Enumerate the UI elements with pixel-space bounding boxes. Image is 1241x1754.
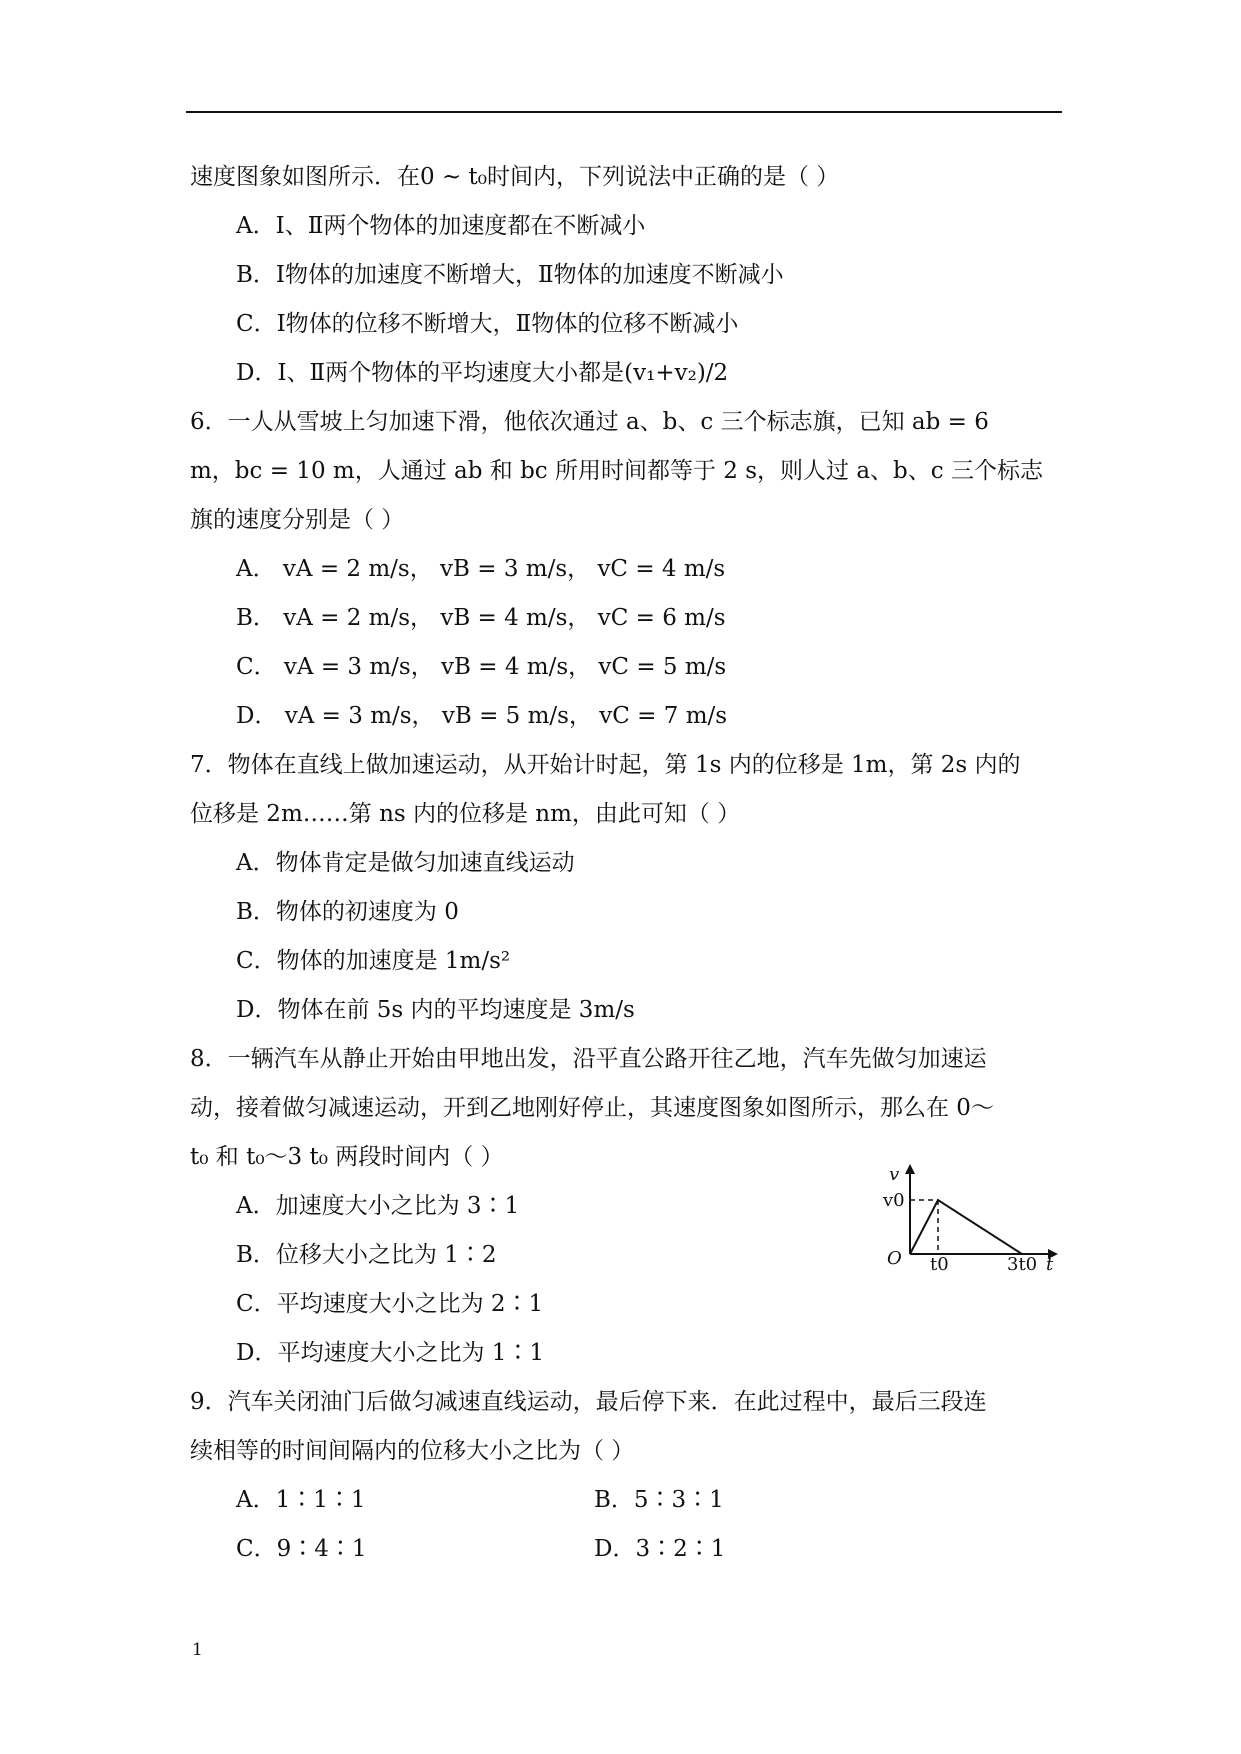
- graph-x-axis-label: t: [1046, 1254, 1054, 1272]
- q8-stem-line-3: t₀ 和 t₀～3 t₀ 两段时间内（ ）: [190, 1144, 504, 1170]
- q7-option-b: B．物体的初速度为 0: [236, 899, 459, 925]
- q6-option-d: D． vA = 3 m/s， vB = 5 m/s， vC = 7 m/s: [236, 703, 728, 729]
- q9-option-c: C．9∶4∶1: [236, 1536, 367, 1562]
- q9-option-a: A．1∶1∶1: [236, 1487, 366, 1513]
- q6-option-b: B． vA = 2 m/s， vB = 4 m/s， vC = 6 m/s: [236, 605, 726, 631]
- q8-stem-line-2: 动，接着做匀减速运动，开到乙地刚好停止，其速度图象如图所示，那么在 0～: [190, 1095, 994, 1121]
- graph-v0-label: v0: [883, 1190, 905, 1211]
- q7-option-c: C．物体的加速度是 1m/s²: [236, 948, 511, 974]
- q8-option-b: B．位移大小之比为 1∶2: [236, 1242, 497, 1268]
- q7-option-a: A．物体肯定是做匀加速直线运动: [236, 850, 575, 876]
- q6-stem-line-2: m，bc = 10 m，人通过 ab 和 bc 所用时间都等于 2 s，则人过 a、b、c 三个标志: [190, 458, 1043, 484]
- page-number: 1: [192, 1640, 203, 1660]
- graph-velocity-line: [910, 1200, 1022, 1254]
- graph-3t0-label: 3t0: [1007, 1254, 1038, 1272]
- graph-y-axis-label: v: [889, 1164, 900, 1185]
- q9-option-b: B．5∶3∶1: [594, 1487, 724, 1513]
- q9-stem-line-1: 9．汽车关闭油门后做匀减速直线运动，最后停下来．在此过程中，最后三段连: [190, 1389, 987, 1415]
- q9-stem-line-2: 续相等的时间间隔内的位移大小之比为（ ）: [190, 1438, 635, 1464]
- q6-stem-line-1: 6．一人从雪坡上匀加速下滑，他依次通过 a、b、c 三个标志旗，已知 ab = 6: [190, 409, 989, 435]
- q5-stem: 速度图象如图所示．在0 ~ t₀时间内，下列说法中正确的是（ ）: [190, 164, 840, 190]
- q8-stem-line-1: 8．一辆汽车从静止开始由甲地出发，沿平直公路开往乙地，汽车先做匀加速运: [190, 1046, 987, 1072]
- q7-option-d: D．物体在前 5s 内的平均速度是 3m/s: [236, 997, 635, 1023]
- q7-stem-line-2: 位移是 2m……第 ns 内的位移是 nm，由此可知（ ）: [190, 801, 741, 827]
- q6-option-a: A． vA = 2 m/s， vB = 3 m/s， vC = 4 m/s: [236, 556, 726, 582]
- q7-stem-line-1: 7．物体在直线上做加速运动，从开始计时起，第 1s 内的位移是 1m，第 2s 内的: [190, 752, 1021, 778]
- q8-velocity-time-graph: [880, 1162, 1060, 1272]
- header-rule: [186, 111, 1062, 113]
- q6-stem-line-3: 旗的速度分别是（ ）: [190, 507, 405, 533]
- q8-option-c: C．平均速度大小之比为 2∶1: [236, 1291, 544, 1317]
- q5-option-d: D．Ⅰ、Ⅱ两个物体的平均速度大小都是(v₁+v₂)/2: [236, 360, 729, 386]
- q8-option-d: D．平均速度大小之比为 1∶1: [236, 1340, 545, 1366]
- q8-option-a: A．加速度大小之比为 3∶1: [236, 1193, 520, 1219]
- q5-option-b: B．Ⅰ物体的加速度不断增大，Ⅱ物体的加速度不断减小: [236, 262, 784, 288]
- q5-option-c: C．Ⅰ物体的位移不断增大，Ⅱ物体的位移不断减小: [236, 311, 739, 337]
- q6-option-c: C． vA = 3 m/s， vB = 4 m/s， vC = 5 m/s: [236, 654, 727, 680]
- graph-y-axis-arrow: [905, 1164, 915, 1174]
- q5-option-a: A．Ⅰ、Ⅱ两个物体的加速度都在不断减小: [236, 213, 646, 239]
- graph-t0-label: t0: [930, 1254, 949, 1272]
- graph-origin-label: O: [887, 1248, 902, 1269]
- q9-option-d: D．3∶2∶1: [594, 1536, 726, 1562]
